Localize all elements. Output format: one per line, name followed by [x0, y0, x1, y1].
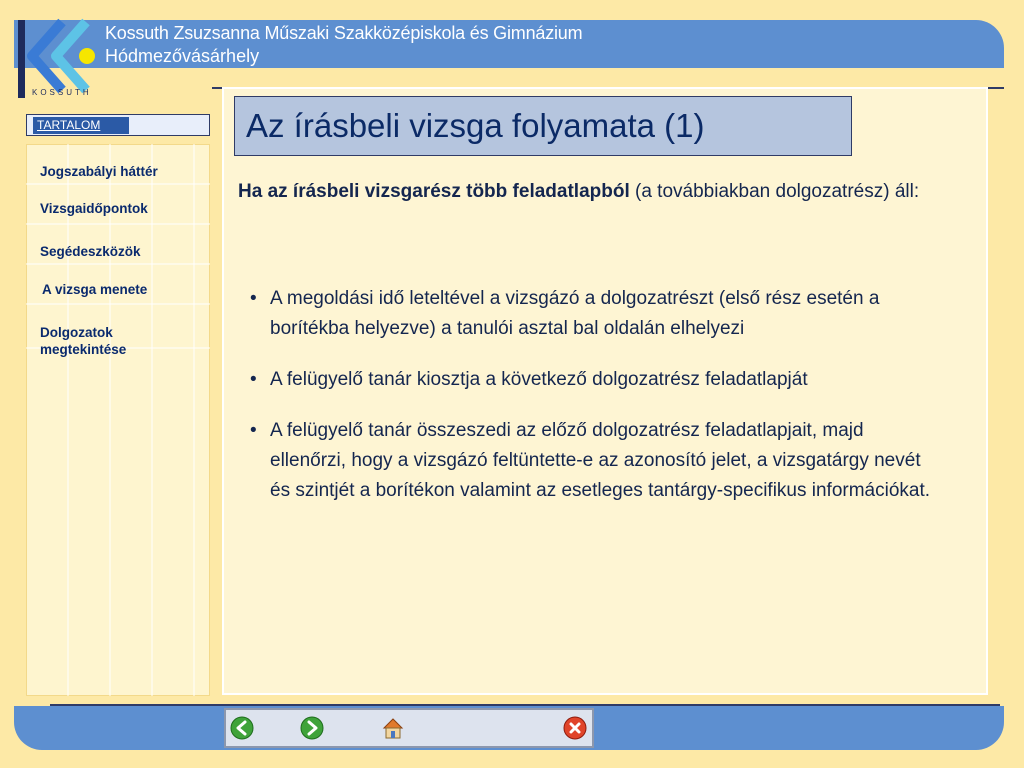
list-item	[250, 416, 940, 506]
bullet-dot: •	[250, 369, 257, 390]
toc-tab[interactable]: TARTALOM	[33, 117, 129, 134]
bullet-dot: •	[250, 420, 257, 441]
page-title: Az írásbeli vizsga folyamata (1)	[246, 107, 705, 144]
footer-divider	[50, 704, 1000, 706]
school-city: Hódmezővásárhely	[105, 46, 260, 66]
sidebar-item-jogszabalyi-hatter[interactable]: Jogszabályi háttér	[40, 164, 158, 179]
bullet-text: A felügyelő tanár összeszedi az előző dolgozatrész feladatlapjait, majd ellenőrzi, hogy a vizsgázó feltüntette-e az azonosító jelet, a vizsgatárgy nevét és szintjét a borítékon valamint az esetleges tantárgy-specifikus információkat.	[270, 420, 931, 501]
intro-paragraph	[238, 177, 938, 206]
close-icon[interactable]	[563, 716, 587, 740]
intro-rest: (a továbbiakban dolgozatrész) áll:	[629, 181, 920, 202]
bullet-dot: •	[250, 288, 257, 309]
sidebar-grid	[26, 144, 210, 696]
sidebar-item-segedeszkozok[interactable]: Segédeszközök	[40, 244, 141, 259]
back-arrow-icon[interactable]	[230, 716, 254, 740]
school-name: Kossuth Zsuzsanna Műszaki Szakközépiskola és Gimnázium	[105, 23, 583, 43]
sidebar-item-dolgozatok-megtekintese[interactable]: Dolgozatok megtekintése	[40, 325, 127, 357]
logo-word: KOSSUTH	[32, 88, 92, 97]
home-icon[interactable]	[381, 716, 405, 740]
sidebar-item-a-vizsga-menete[interactable]: A vizsga menete	[42, 282, 148, 297]
navigation-bar	[224, 708, 594, 748]
list-item	[250, 284, 940, 344]
sidebar-item-vizsgaidopontok[interactable]: Vizsgaidőpontok	[40, 201, 148, 216]
bullet-text: A megoldási idő leteltével a vizsgázó a dolgozatrészt (első rész esetén a borítékba helyezve) a tanulói asztal bal oldalán elhelyezi	[270, 288, 880, 339]
list-item	[250, 365, 940, 395]
bullet-list	[250, 284, 940, 527]
forward-arrow-icon[interactable]	[300, 716, 324, 740]
bullet-text: A felügyelő tanár kiosztja a következő dolgozatrész feladatlapját	[270, 369, 808, 390]
intro-bold: Ha az írásbeli vizsgarész több feladatlapból	[238, 181, 630, 202]
